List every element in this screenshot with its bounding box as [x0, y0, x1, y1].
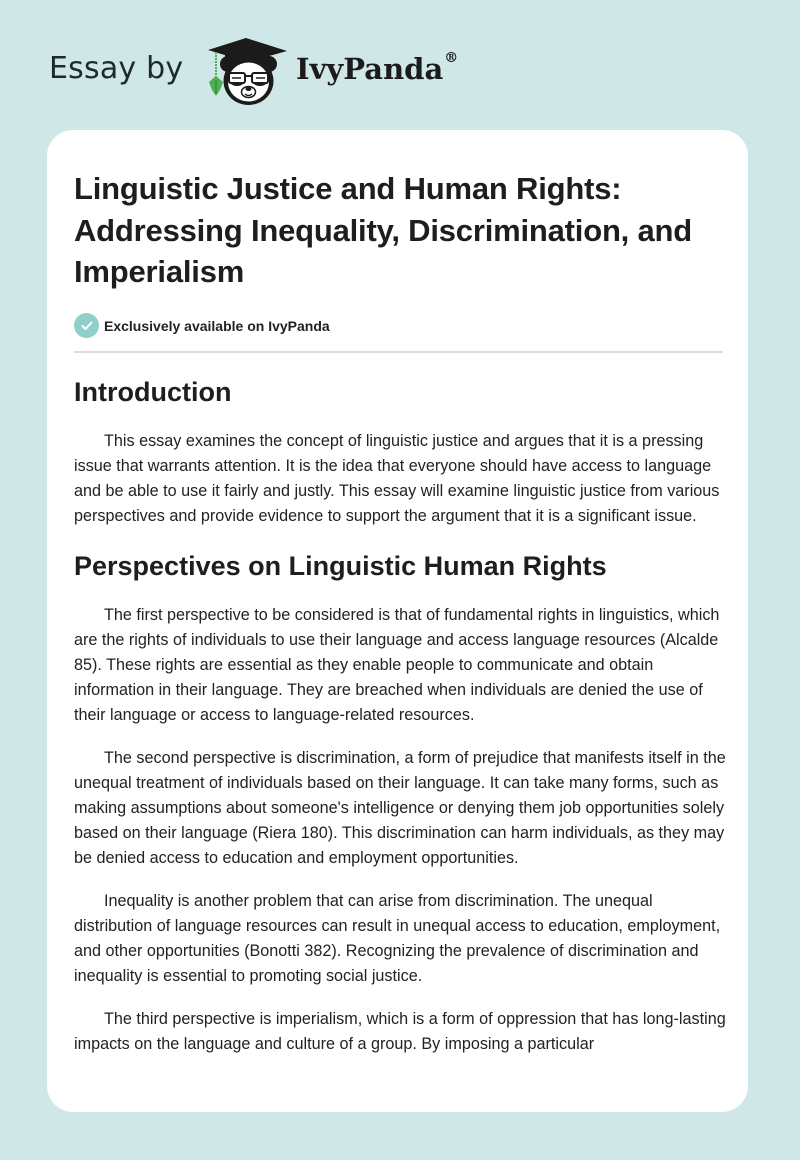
- exclusive-badge-text: Exclusively available on IvyPanda: [104, 317, 330, 334]
- paragraph: Inequality is another problem that can arise from discrimination. The unequal distribution of language resources can result in unequal access to education, employment, and other opportunities (Bonotti 382). Recognizing the prevalence of discrimination and inequality is essential to promoting social justice.: [74, 891, 721, 985]
- brand-name-text: IvyPanda: [296, 52, 444, 86]
- paragraph: The second perspective is discrimination, a form of prejudice that manifests itself in the unequal treatment of individuals based on their language. It can take many forms, such as making assumptions about someone's intelligence or denying them job opportunities solely based on their language (Riera 180). This discrimination can harm individuals, as they may be denied access to education and employment opportunities.: [74, 748, 726, 867]
- panda-graduate-logo-icon[interactable]: [203, 36, 293, 108]
- paragraph: The third perspective is imperialism, which is a form of oppression that has long-lasting impacts on the language and culture of a group. By imposing a particular: [74, 1009, 726, 1053]
- section-heading-perspectives: Perspectives on Linguistic Human Rights: [74, 550, 607, 581]
- essay-title: Linguistic Justice and Human Rights: Addressing Inequality, Discrimination, and Imperialism: [74, 171, 693, 289]
- paragraph: The first perspective to be considered is that of fundamental rights in linguistics, which are the rights of individuals to use their language and access language resources (Alcalde 85). These rights are essential as they enable people to communicate and obtain information in their language. They are breached when individuals are denied the use of their language or access to language-related resources.: [74, 605, 720, 724]
- section-heading-introduction: Introduction: [74, 376, 232, 407]
- check-circle-icon: [74, 313, 99, 338]
- essay-card: [47, 130, 748, 1112]
- exclusive-badge: [74, 314, 722, 338]
- brand-prefix: Essay by: [49, 51, 184, 86]
- registered-mark: ®: [444, 50, 459, 66]
- brand-name[interactable]: [296, 52, 458, 86]
- paragraph: This essay examines the concept of linguistic justice and argues that it is a pressing issue that warrants attention. It is the idea that everyone should have access to language and be able to use it fairly and justly. This essay will examine linguistic justice from various perspectives and provide evidence to support the argument that it is a significant issue.: [74, 431, 720, 525]
- site-header: [0, 0, 800, 130]
- divider: [74, 351, 723, 353]
